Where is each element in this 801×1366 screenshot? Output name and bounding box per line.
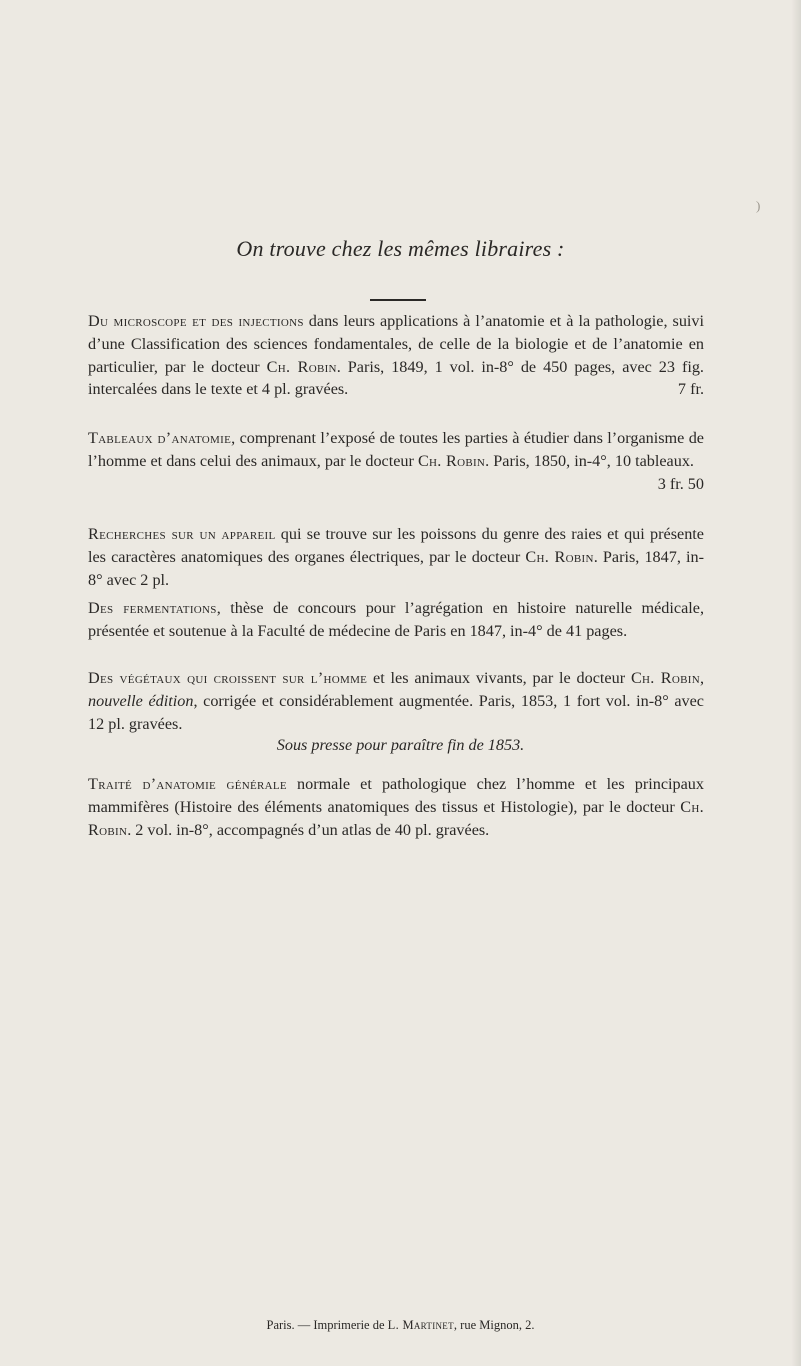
entry-author: Ch. Robin [525,547,594,566]
stray-mark: ) [756,198,761,213]
press-notice: Sous presse pour paraître fin de 1853. [276,736,525,754]
entry-text: dans leurs applications à l’anatomie et à la pathologie, suivi d’une Classification des sciences fondamentales, de celle de la biologie et de l’anatomie en particulier, par le docteur [88,312,704,376]
entry-details: . Paris, 1849, 1 vol. in-8° de 450 pages, avec 23 fig. intercalées dans le texte et 4 pl. gravées. [88,357,704,399]
entry-details: , corrigée et considérablement augmentée. Paris, 1853, 1 fort vol. in-8° avec 12 pl. gravées. [88,691,704,733]
entry-price: 7 fr. [677,380,704,399]
printer-footer [0,1318,801,1333]
catalog-entry-microscope [88,310,704,401]
entry-author: Ch. Robin [88,797,704,839]
entry-details: . Paris, 1850, in-4°, 10 tableaux. [485,451,694,470]
entry-details: . 2 vol. in-8°, accompagnés d’un atlas de 40 pl. gravées. [127,820,490,839]
footer-address: , rue Mignon, 2. [453,1318,535,1332]
footer-printer: L. Martinet [387,1318,454,1332]
catalog-entry-vegetaux: Des végétaux qui croissent sur l’homme et les animaux vivants, par le docteur Ch. Robin, nouvelle édition, corrigée et considérablement augmentée. Paris, 1853, 1 fort vol. in-8° avec 12 pl. gravées. [88,669,704,733]
entry-details: . Paris, 1847, in-8° avec 2 pl. [88,547,704,589]
entry-title: Des fermentations [88,599,217,617]
catalog-entry-recherches [88,523,704,591]
entry-text: , comprenant l’exposé de toutes les parties à étudier dans l’organisme de l’homme et dans celui des animaux, par le docteur [88,429,704,470]
entry-edition: nouvelle édition [88,691,194,710]
entry-text: , thèse de concours pour l’agrégation en histoire naturelle médicale, présentée et soutenue à la Faculté de médecine de Paris en 1847, in-4° de 41 pages. [88,599,704,640]
footer-text: Paris. — Imprimerie de [266,1318,388,1332]
entry-title: Traité d’anatomie générale [88,775,287,793]
entry-author: Ch. Robin [630,669,700,687]
entry-text: et les animaux vivants, par le docteur [367,669,631,687]
entry-text: normale et pathologique chez l’homme et les principaux mammifères (Histoire des éléments anatomiques des tissus et Histologie), par le docteur [88,775,704,816]
catalog-entry-traite [88,773,704,841]
entry-title: Tableaux d’anatomie [88,429,232,447]
entry-title: Des végétaux qui croissent sur l’homme [88,669,368,687]
entry-text: qui se trouve sur les poissons du genre des raies et qui présente les caractères anatomiques des organes électriques, par le docteur [88,525,704,566]
page-edge-shadow [791,0,801,1366]
entry-title: Du microscope et des injections [88,312,304,330]
catalog-entry-fermentations [88,597,704,643]
entry-price: 3 fr. 50 [657,474,704,493]
entry-author: Ch. Robin [417,451,486,470]
entry-title: Recherches sur un appareil [88,525,276,543]
page-heading: On trouve chez les mêmes libraires : [236,236,565,261]
entry-author: Ch. Robin [266,357,337,376]
heading-rule [370,299,426,301]
catalog-entry-tableaux [88,427,704,495]
